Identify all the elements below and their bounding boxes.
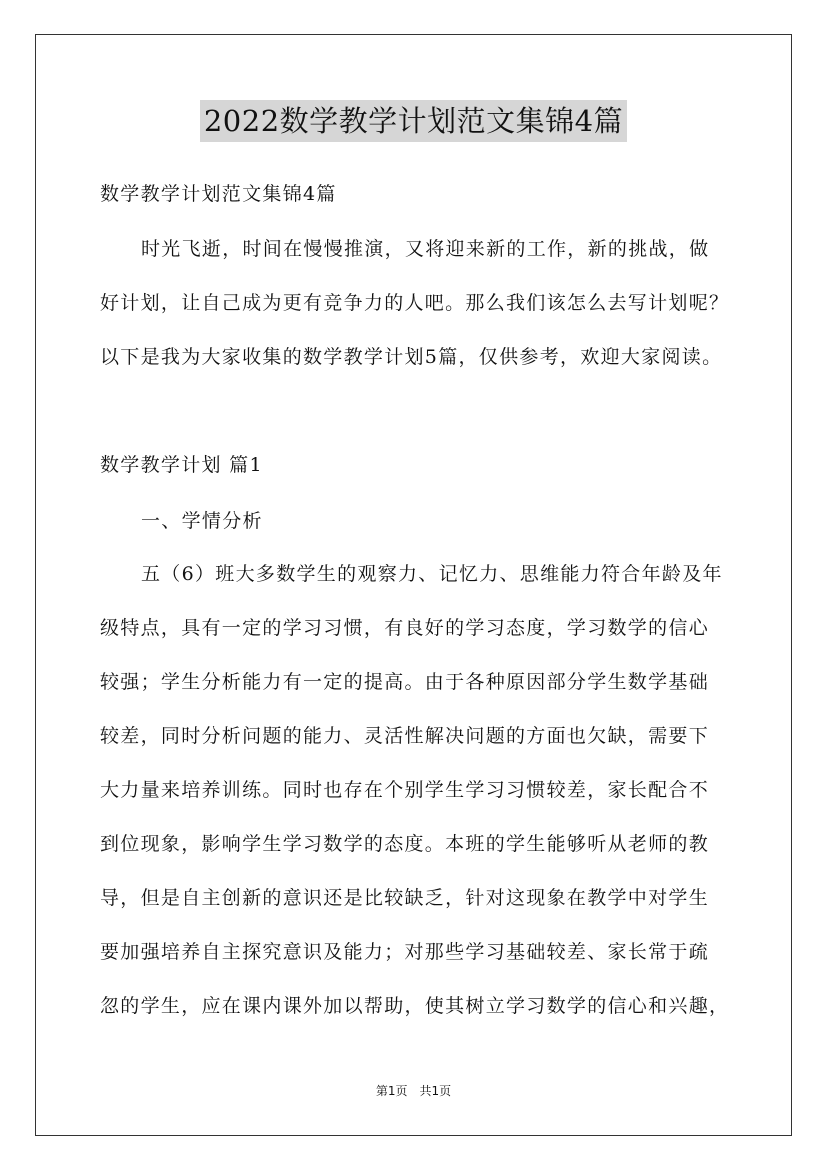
body-line-5: 大力量来培养训练。同时也存在个别学生学习习惯较差，家长配合不: [100, 779, 710, 801]
body-line-4: 较差，同时分析问题的能力、灵活性解决问题的方面也欠缺，需要下: [100, 725, 710, 747]
page-footer: 第1页 共1页: [375, 1084, 452, 1098]
document-title: 2022数学教学计划范文集锦4篇: [200, 100, 627, 142]
subsection-heading: 一、学情分析: [141, 510, 263, 532]
body-line-3: 较强；学生分析能力有一定的提高。由于各种原因部分学生数学基础: [100, 671, 710, 693]
body-line-6: 到位现象，影响学生学习数学的态度。本班的学生能够听从老师的教: [100, 833, 710, 855]
intro-line-2: 好计划，让自己成为更有竞争力的人吧。那么我们该怎么去写计划呢？: [100, 292, 730, 314]
body-line-1: 五（6）班大多数学生的观察力、记忆力、思维能力符合年龄及年: [141, 563, 723, 585]
body-line-7: 导，但是自主创新的意识还是比较缺乏，针对这现象在教学中对学生: [100, 887, 710, 909]
title-wrap: [0, 100, 827, 142]
subtitle: 数学教学计划范文集锦4篇: [100, 183, 337, 205]
body-line-2: 级特点，具有一定的学习习惯，有良好的学习态度，学习数学的信心: [100, 617, 710, 639]
section-heading: 数学教学计划 篇1: [100, 454, 263, 476]
intro-line-1: 时光飞逝，时间在慢慢推演，又将迎来新的工作，新的挑战，做: [141, 238, 710, 260]
body-line-9: 忽的学生，应在课内课外加以帮助，使其树立学习数学的信心和兴趣，: [100, 995, 730, 1017]
intro-line-3: 以下是我为大家收集的数学教学计划5篇，仅供参考，欢迎大家阅读。: [100, 346, 723, 368]
body-line-8: 要加强培养自主探究意识及能力；对那些学习基础较差、家长常于疏: [100, 941, 710, 963]
